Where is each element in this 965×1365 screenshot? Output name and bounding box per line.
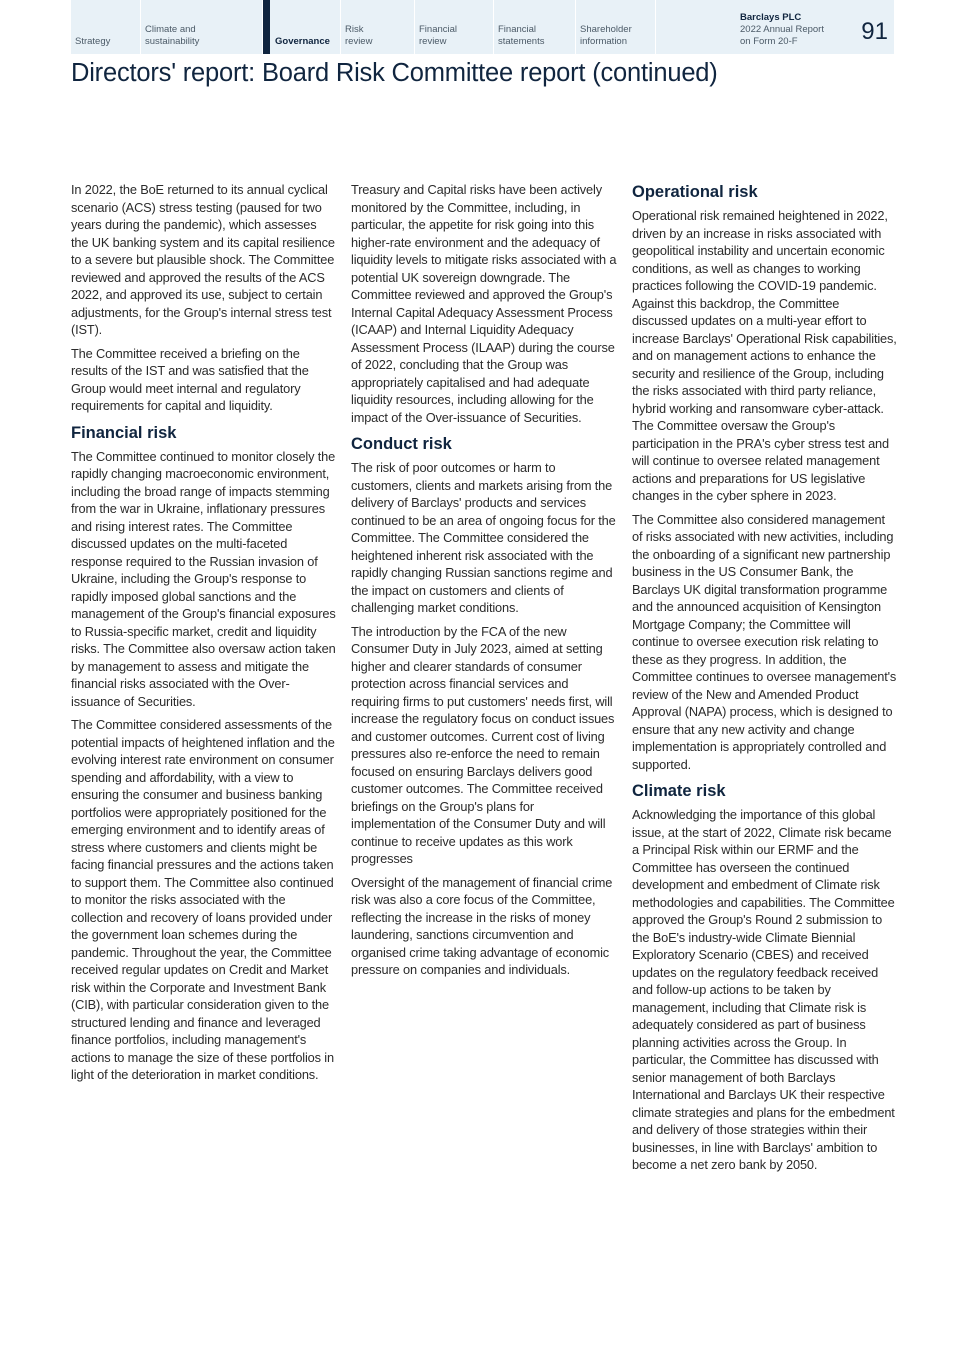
text-column-3 [632,181,898,1180]
page-number: 91 [861,18,888,45]
paragraph: Operational risk remained heightened in 2022, driven by an increase in risks associated with geopolitical instability and uncertain economic conditions, as well as changes to working practices following the COVID-19 pandemic. Against this backdrop, the Committee discussed updates on a multi-year effort to increase Barclays' Operational Risk capabilities, and on management actions to enhance the security and resilience of the Group, including the risks associated with third party reliance, hybrid working and ransomware cyber-attack. The Committee oversaw the Group's participation in the PRA's cyber stress test and will continue to oversee related management actions and preparations for US legislative changes in the cyber sphere in 2023. [632,208,897,503]
nav-tab-label: Governance [275,35,330,47]
section-nav [71,0,894,54]
page-title: Directors' report: Board Risk Committee report (continued) [71,59,718,87]
nav-tab-shareholder-information[interactable] [576,0,656,54]
heading-climate-risk: Climate risk [632,782,726,800]
paragraph: The Committee also considered management of risks associated with new activities, including the onboarding of a significant new partnership business in the US Consumer Bank, the Barclays UK digital transformation programme and the announced acquisition of Kensington Mortgage Company; the Committee will continue to oversee execution risk relating to these as they progress. In addition, the Committee continues to oversee management's review of the New and Amended Product Approval (NAPA) process, which is designed to ensure that any new activity and change implementation is appropriately controlled and supported. [632,511,897,772]
paragraph: The introduction by the FCA of the new Consumer Duty in July 2023, aimed at setting higher and clearer standards of consumer protection across financial services and requiring firms to put customers' needs first, will increase the regulatory focus on conduct issues and customer outcomes. Current cost of living pressures also re-enforce the need to remain focused on ensuring Barclays delivers good customer outcomes. The Committee received briefings on the Group's plans for implementation of the Consumer Duty and will continue to receive updates as this work progresses [351,623,615,866]
report-name: 2022 Annual Report on Form 20-F [740,24,824,47]
paragraph: Treasury and Capital risks have been actively monitored by the Committee, including, in particular, the appetite for risk going into this higher-rate environment and the adequacy of liquidity levels to mitigate risks associated with a potential UK sovereign downgrade. The Committee reviewed and approved the Group's Internal Capital Adequacy Assessment Process (ICAAP) and Internal Liquidity Adequacy Assessment Process (ILAAP) during the course of 2022, concluding that the Group was appropriately capitalised and had adequate liquidity resources, including allowing for the impact of the Over-issuance of Securities. [351,182,617,425]
text-column-2 [351,181,617,985]
nav-tab-label: Financial statements [498,24,545,47]
heading-conduct-risk: Conduct risk [351,435,452,453]
paragraph: The Committee received a briefing on the results of the IST and was satisfied that the Group would meet internal and regulatory requirements for capital and liquidity. [71,345,309,413]
nav-tab-label: Climate and sustainability [145,24,200,47]
company-name: Barclays PLC [740,12,802,23]
nav-tab-financial-statements[interactable] [494,0,576,54]
nav-tab-risk-review[interactable] [341,0,415,54]
nav-tab-financial-review[interactable] [415,0,494,54]
paragraph: The Committee continued to monitor closely the rapidly changing macroeconomic environment, including the broad range of impacts stemming from the war in Ukraine, inflationary pressures and rising interest rates. The Committee discussed updates on the multi-faceted response required to the Russian invasion of Ukraine, including the Group's response to rapidly imposed global sanctions and the management of the Group's financial exposures to Russia-specific market, credit and liquidity risks. The Committee also oversaw action taken by management to assess and mitigate the financial risks associated with the Over-issuance of Securities. [71,448,336,709]
paragraph: In 2022, the BoE returned to its annual cyclical scenario (ACS) stress testing (paused for two years during the pandemic), which assesses the UK banking system and its capital resilience to a severe but plausible shock. The Committee reviewed and approved the results of the ACS 2022, and approved its use, subject to certain adjustments, for the Group's internal stress test (IST). [71,182,335,337]
paragraph: Oversight of the management of financial crime risk was also a core focus of the Committee, reflecting the increase in the risks of money laundering, sanctions circumvention and organised crime taking advantage of economic pressure on companies and individuals. [351,874,613,977]
report-brand [656,0,894,54]
heading-operational-risk: Operational risk [632,183,758,201]
nav-tab-climate-and-sustainability[interactable] [141,0,263,54]
nav-tab-label: Shareholder information [580,24,632,47]
nav-tab-strategy[interactable] [71,0,141,54]
paragraph: The risk of poor outcomes or harm to customers, clients and markets arising from the delivery of Barclays' products and services continued to be an area of ongoing focus for the Committee. The Committee considered the heightened inherent risk associated with the rapidly changing Russian sanctions regime and the impact on customers and clients of challenging market conditions. [351,460,616,615]
nav-tab-label: Strategy [75,35,111,47]
nav-tab-governance[interactable] [263,0,341,54]
paragraph: The Committee considered assessments of the potential impacts of heightened inflation and the evolving interest rate environment on consumer spending and affordability, with a view to ensuring the consumer and business banking portfolios were appropriately positioned for the emerging environment and to identify areas of stress where customers and clients might be facing financial pressures and the actions taken to support them. The Committee also continued to monitor the risks associated with the collection and recovery of loans provided under the government loan schemes during the pandemic. Throughout the year, the Committee received regular updates on Credit and Market risk within the Corporate and Investment Bank (CIB), with particular consideration given to the structured lending and finance and leveraged finance portfolios, including management's actions to manage the size of these portfolios in light of the deterioration in market conditions. [71,717,335,1082]
text-column-1 [71,181,337,1090]
nav-tab-label: Risk review [345,24,373,47]
paragraph: Acknowledging the importance of this global issue, at the start of 2022, Climate risk became a Principal Risk within our ERMF and the Committee has overseen the continued development and embedment of Climate risk methodologies and capabilities. The Committee approved the Group's Round 2 submission to the BoE's industry-wide Climate Biennial Exploratory Scenario (CBES) and received updates on the regulatory feedback received and follow-up actions to be taken by management, including that Climate risk is adequately considered as part of business planning activities across the Group. In particular, the Committee has discussed with senior management of both Barclays International and Barclays UK their respective climate strategies and plans for the embedment and delivery of those strategies within their businesses, in line with Barclays' ambition to become a net zero bank by 2050. [632,807,895,1172]
nav-tab-label: Financial review [419,24,458,47]
heading-financial-risk: Financial risk [71,423,177,442]
